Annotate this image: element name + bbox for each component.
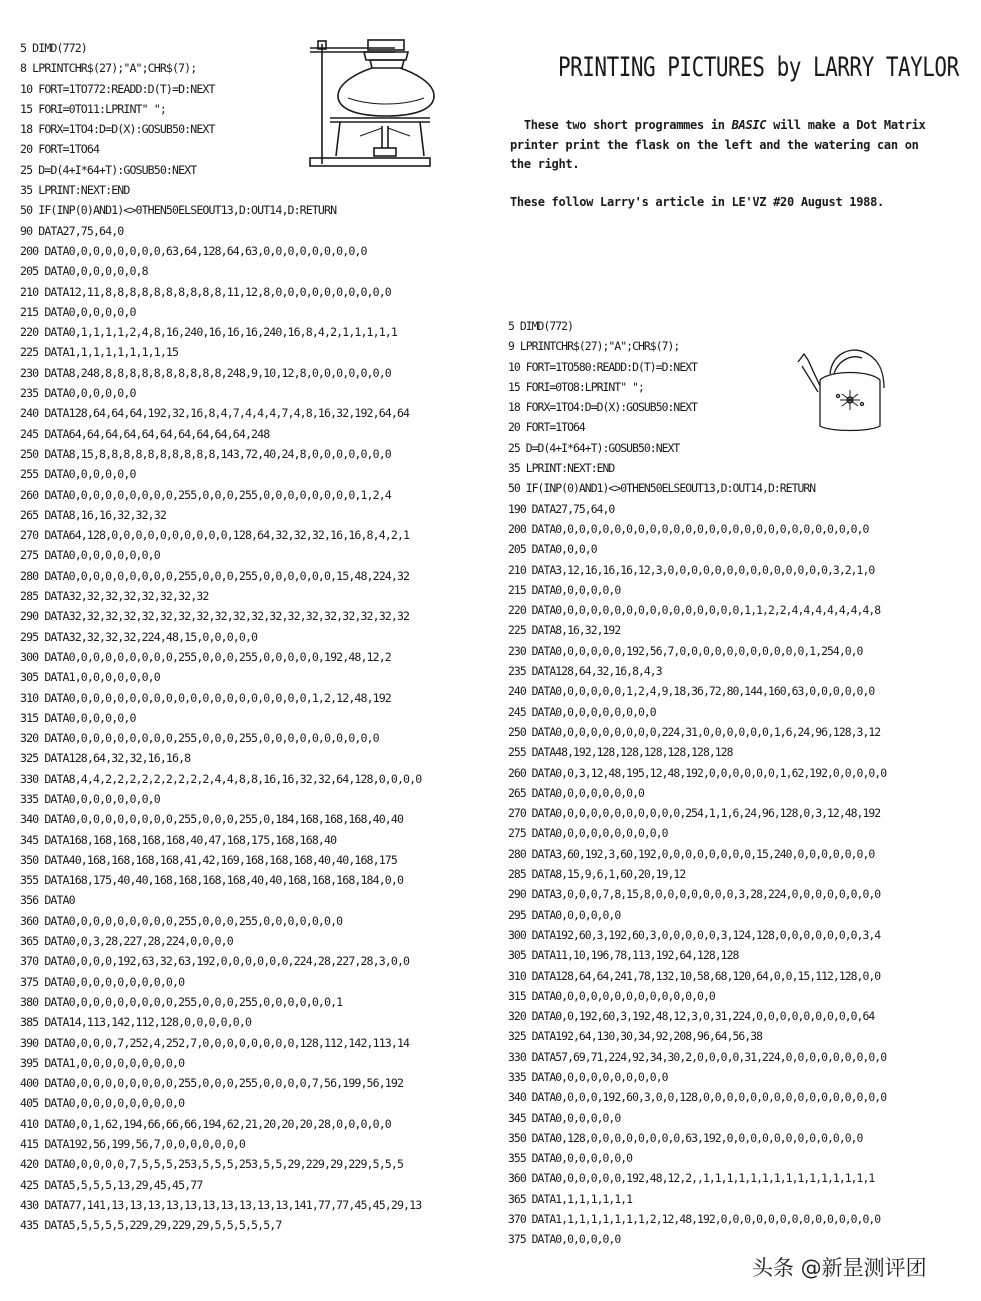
code-line: 230 DATA8,248,8,8,8,8,8,8,8,8,8,8,248,9,10,12,8,0,0,0,0,0,0,0 <box>20 365 391 380</box>
code-line: 280 DATA3,60,192,3,60,192,0,0,0,0,0,0,0,0,15,240,0,0,0,0,0,0,0 <box>508 846 875 861</box>
code-line: 275 DATA0,0,0,0,0,0,0,0,0,0 <box>508 826 668 841</box>
code-line: 340 DATA0,0,0,0,0,0,0,0,0,255,0,0,0,255,0,184,168,168,168,40,40 <box>20 812 404 827</box>
code-line: 20 FORT=1TO64 <box>508 420 585 435</box>
left-listing <box>20 38 490 1236</box>
code-line: 405 DATA0,0,0,0,0,0,0,0,0,0 <box>20 1096 185 1111</box>
code-line: 315 DATA0,0,0,0,0,0 <box>20 710 136 725</box>
code-line: 360 DATA0,0,0,0,0,0,0,0,0,255,0,0,0,255,0,0,0,0,0,0,0 <box>20 913 343 928</box>
code-line: 35 LPRINT:NEXT:END <box>508 461 615 476</box>
code-line: 255 DATA0,0,0,0,0,0 <box>20 467 136 482</box>
code-line: 300 DATA192,60,3,192,60,3,0,0,0,0,0,3,124,128,0,0,0,0,0,0,0,3,4 <box>508 927 881 942</box>
code-line: 305 DATA1,0,0,0,0,0,0,0 <box>20 670 160 685</box>
intro-text-after: will make a Dot Matrix printer print the flask on the left and the watering can on the right. <box>510 118 926 171</box>
watering-can-icon <box>790 340 890 440</box>
intro-paragraph <box>510 116 926 175</box>
code-line: 10 FORT=1TO580:READD:D(T)=D:NEXT <box>508 359 698 374</box>
code-line: 250 DATA8,15,8,8,8,8,8,8,8,8,8,8,143,72,40,24,8,0,0,0,0,0,0,0 <box>20 446 391 461</box>
code-line: 375 DATA0,0,0,0,0,0,0,0,0,0 <box>20 974 185 989</box>
code-line: 250 DATA0,0,0,0,0,0,0,0,0,224,31,0,0,0,0,0,0,1,6,24,96,128,3,12 <box>508 724 881 739</box>
code-line: 360 DATA0,0,0,0,0,0,192,48,12,2,,1,1,1,1,1,1,1,1,1,1,1,1,1,1,1 <box>508 1171 875 1186</box>
code-line: 230 DATA0,0,0,0,0,0,192,56,7,0,0,0,0,0,0,0,0,0,0,0,1,254,0,0 <box>508 643 863 658</box>
code-line: 390 DATA0,0,0,0,7,252,4,252,7,0,0,0,0,0,0,0,0,128,112,142,113,14 <box>20 1035 410 1050</box>
code-line: 15 FORI=0TO11:LPRINT" "; <box>20 101 166 116</box>
code-line: 35 LPRINT:NEXT:END <box>20 183 130 198</box>
code-line: 415 DATA192,56,199,56,7,0,0,0,0,0,0,0 <box>20 1137 245 1152</box>
code-line: 200 DATA0,0,0,0,0,0,0,0,0,0,0,0,0,0,0,0,0,0,0,0,0,0,0,0,0,0,0 <box>508 521 869 536</box>
code-line: 5 DIMD(772) <box>508 319 573 333</box>
code-line: 335 DATA0,0,0,0,0,0,0,0,0,0 <box>508 1069 668 1084</box>
code-line: 245 DATA64,64,64,64,64,64,64,64,64,64,248 <box>20 426 270 441</box>
article-reference: These follow Larry's article in LE'VZ #20 August 1988. <box>510 195 884 209</box>
code-line: 270 DATA64,128,0,0,0,0,0,0,0,0,0,0,128,64,32,32,32,16,16,8,4,2,1 <box>20 528 410 543</box>
code-line: 245 DATA0,0,0,0,0,0,0,0,0 <box>508 704 656 719</box>
code-line: 356 DATA0 <box>20 893 75 908</box>
code-line: 355 DATA168,175,40,40,168,168,168,168,40,40,168,168,168,184,0,0 <box>20 873 404 888</box>
code-line: 5 DIMD(772) <box>20 41 87 55</box>
code-line: 255 DATA48,192,128,128,128,128,128,128 <box>508 745 733 760</box>
code-line: 220 DATA0,1,1,1,1,2,4,8,16,240,16,16,16,240,16,8,4,2,1,1,1,1,1 <box>20 325 397 340</box>
code-line: 18 FORX=1TO4:D=D(X):GOSUB50:NEXT <box>20 122 215 137</box>
code-line: 190 DATA27,75,64,0 <box>508 501 615 516</box>
code-line: 260 DATA0,0,0,0,0,0,0,0,0,255,0,0,0,255,0,0,0,0,0,0,0,0,1,2,4 <box>20 487 391 502</box>
code-line: 310 DATA0,0,0,0,0,0,0,0,0,0,0,0,0,0,0,0,0,0,0,0,1,2,12,48,192 <box>20 690 391 705</box>
code-line: 365 DATA1,1,1,1,1,1,1 <box>508 1191 633 1206</box>
code-line: 400 DATA0,0,0,0,0,0,0,0,0,255,0,0,0,255,0,0,0,0,7,56,199,56,192 <box>20 1076 404 1091</box>
code-line: 265 DATA0,0,0,0,0,0,0,0 <box>508 785 644 800</box>
code-line: 320 DATA0,0,192,60,3,192,48,12,3,0,31,224,0,0,0,0,0,0,0,0,0,64 <box>508 1009 875 1024</box>
intro-text-before: These two short programmes in <box>510 118 732 132</box>
code-line: 350 DATA0,128,0,0,0,0,0,0,0,0,63,192,0,0,0,0,0,0,0,0,0,0,0,0 <box>508 1130 863 1145</box>
code-line: 10 FORT=1TO772:READD:D(T)=D:NEXT <box>20 81 215 96</box>
code-line: 270 DATA0,0,0,0,0,0,0,0,0,0,0,254,1,1,6,24,96,128,0,3,12,48,192 <box>508 806 881 821</box>
code-line: 435 DATA5,5,5,5,5,229,29,229,29,5,5,5,5,5,7 <box>20 1218 282 1233</box>
code-line: 335 DATA0,0,0,0,0,0,0,0 <box>20 791 160 806</box>
code-line: 295 DATA0,0,0,0,0,0 <box>508 907 621 922</box>
code-line: 235 DATA128,64,32,16,8,4,3 <box>508 664 662 679</box>
code-line: 280 DATA0,0,0,0,0,0,0,0,0,255,0,0,0,255,0,0,0,0,0,0,15,48,224,32 <box>20 568 410 583</box>
code-line: 275 DATA0,0,0,0,0,0,0,0 <box>20 548 160 563</box>
code-line: 235 DATA0,0,0,0,0,0 <box>20 386 136 401</box>
code-line: 50 IF(INP(0)AND1)<>0THEN50ELSEOUT13,D:OUT14,D:RETURN <box>508 481 816 496</box>
code-line: 425 DATA5,5,5,5,13,29,45,45,77 <box>20 1177 203 1192</box>
code-line: 410 DATA0,0,1,62,194,66,66,66,194,62,21,20,20,20,28,0,0,0,0,0 <box>20 1116 391 1131</box>
code-line: 290 DATA3,0,0,0,7,8,15,8,0,0,0,0,0,0,0,3,28,224,0,0,0,0,0,0,0,0 <box>508 887 881 902</box>
code-line: 205 DATA0,0,0,0 <box>508 542 597 557</box>
code-line: 330 DATA57,69,71,224,92,34,30,2,0,0,0,0,31,224,0,0,0,0,0,0,0,0,0 <box>508 1049 887 1064</box>
code-line: 15 FORI=0TO8:LPRINT" "; <box>508 379 644 394</box>
code-line: 325 DATA128,64,32,32,16,16,8 <box>20 751 191 766</box>
code-line: 220 DATA0,0,0,0,0,0,0,0,0,0,0,0,0,0,0,0,1,1,2,2,4,4,4,4,4,4,4,8 <box>508 603 881 618</box>
code-line: 295 DATA32,32,32,32,224,48,15,0,0,0,0,0 <box>20 629 258 644</box>
basic-emphasis: BASIC <box>731 118 767 132</box>
code-line: 240 DATA128,64,64,64,192,32,16,8,4,7,4,4,4,7,4,8,16,32,192,64,64 <box>20 406 410 421</box>
code-line: 8 LPRINTCHR$(27);"A";CHR$(7); <box>20 61 197 76</box>
code-line: 225 DATA8,16,32,192 <box>508 623 621 638</box>
watermark: 头条 @新昰测评团 <box>752 1256 927 1280</box>
code-line: 385 DATA14,113,142,112,128,0,0,0,0,0,0 <box>20 1015 252 1030</box>
code-line: 20 FORT=1TO64 <box>20 142 100 157</box>
code-line: 350 DATA40,168,168,168,168,41,42,169,168,168,168,40,40,168,175 <box>20 852 397 867</box>
code-line: 50 IF(INP(0)AND1)<>0THEN50ELSEOUT13,D:OUT14,D:RETURN <box>20 203 337 218</box>
code-line: 370 DATA0,0,0,0,192,63,32,63,192,0,0,0,0,0,0,224,28,227,28,3,0,0 <box>20 954 410 969</box>
code-line: 375 DATA0,0,0,0,0,0 <box>508 1232 621 1247</box>
code-line: 215 DATA0,0,0,0,0,0 <box>508 582 621 597</box>
code-line: 395 DATA1,0,0,0,0,0,0,0,0,0 <box>20 1055 185 1070</box>
article-title: PRINTING PICTURES by LARRY TAYLOR <box>558 52 959 82</box>
code-line: 210 DATA12,11,8,8,8,8,8,8,8,8,8,8,11,12,8,0,0,0,0,0,0,0,0,0,0 <box>20 284 391 299</box>
code-line: 200 DATA0,0,0,0,0,0,0,0,63,64,128,64,63,0,0,0,0,0,0,0,0,0 <box>20 243 367 258</box>
code-line: 320 DATA0,0,0,0,0,0,0,0,0,255,0,0,0,255,0,0,0,0,0,0,0,0,0,0 <box>20 731 379 746</box>
flask-on-stand-icon <box>300 36 440 176</box>
code-line: 355 DATA0,0,0,0,0,0,0 <box>508 1151 633 1166</box>
code-line: 285 DATA8,15,9,6,1,60,20,19,12 <box>508 867 686 882</box>
code-line: 420 DATA0,0,0,0,0,7,5,5,5,253,5,5,5,253,5,5,29,229,29,229,5,5,5 <box>20 1157 404 1172</box>
code-line: 265 DATA8,16,16,32,32,32 <box>20 507 166 522</box>
code-line: 9 LPRINTCHR$(27);"A";CHR$(7); <box>508 339 680 354</box>
code-line: 300 DATA0,0,0,0,0,0,0,0,0,255,0,0,0,255,0,0,0,0,0,192,48,12,2 <box>20 649 391 664</box>
code-line: 330 DATA8,4,4,2,2,2,2,2,2,2,2,2,4,4,8,8,16,16,32,32,64,128,0,0,0,0 <box>20 771 422 786</box>
code-line: 340 DATA0,0,0,0,192,60,3,0,0,128,0,0,0,0,0,0,0,0,0,0,0,0,0,0,0,0 <box>508 1090 887 1105</box>
code-line: 90 DATA27,75,64,0 <box>20 223 124 238</box>
code-line: 380 DATA0,0,0,0,0,0,0,0,0,255,0,0,0,255,0,0,0,0,0,0,1 <box>20 994 343 1009</box>
code-line: 325 DATA192,64,130,30,34,92,208,96,64,56,38 <box>508 1029 763 1044</box>
code-line: 225 DATA1,1,1,1,1,1,1,1,15 <box>20 345 179 360</box>
code-line: 315 DATA0,0,0,0,0,0,0,0,0,0,0,0,0,0 <box>508 988 715 1003</box>
code-line: 345 DATA168,168,168,168,168,40,47,168,175,168,168,40 <box>20 832 337 847</box>
code-line: 290 DATA32,32,32,32,32,32,32,32,32,32,32,32,32,32,32,32,32,32,32 <box>20 609 410 624</box>
code-line: 215 DATA0,0,0,0,0,0 <box>20 304 136 319</box>
code-line: 240 DATA0,0,0,0,0,0,1,2,4,9,18,36,72,80,144,160,63,0,0,0,0,0,0 <box>508 684 875 699</box>
code-line: 25 D=D(4+I*64+T):GOSUB50:NEXT <box>20 162 197 177</box>
right-listing <box>508 316 973 1250</box>
code-line: 310 DATA128,64,64,241,78,132,10,58,68,120,64,0,0,15,112,128,0,0 <box>508 968 881 983</box>
code-line: 210 DATA3,12,16,16,16,12,3,0,0,0,0,0,0,0,0,0,0,0,0,0,0,3,2,1,0 <box>508 562 875 577</box>
code-line: 260 DATA0,0,3,12,48,195,12,48,192,0,0,0,0,0,0,1,62,192,0,0,0,0,0 <box>508 765 887 780</box>
code-line: 25 D=D(4+I*64+T):GOSUB50:NEXT <box>508 440 680 455</box>
code-line: 305 DATA11,10,196,78,113,192,64,128,128 <box>508 948 739 963</box>
code-line: 430 DATA77,141,13,13,13,13,13,13,13,13,13,13,141,77,77,45,45,29,13 <box>20 1197 422 1212</box>
code-line: 365 DATA0,0,3,28,227,28,224,0,0,0,0 <box>20 934 233 949</box>
code-line: 370 DATA1,1,1,1,1,1,1,1,2,12,48,192,0,0,0,0,0,0,0,0,0,0,0,0,0,0 <box>508 1212 881 1227</box>
code-line: 285 DATA32,32,32,32,32,32,32,32 <box>20 589 209 604</box>
code-line: 345 DATA0,0,0,0,0,0 <box>508 1110 621 1125</box>
code-line: 18 FORX=1TO4:D=D(X):GOSUB50:NEXT <box>508 400 698 415</box>
code-line: 205 DATA0,0,0,0,0,0,8 <box>20 264 148 279</box>
